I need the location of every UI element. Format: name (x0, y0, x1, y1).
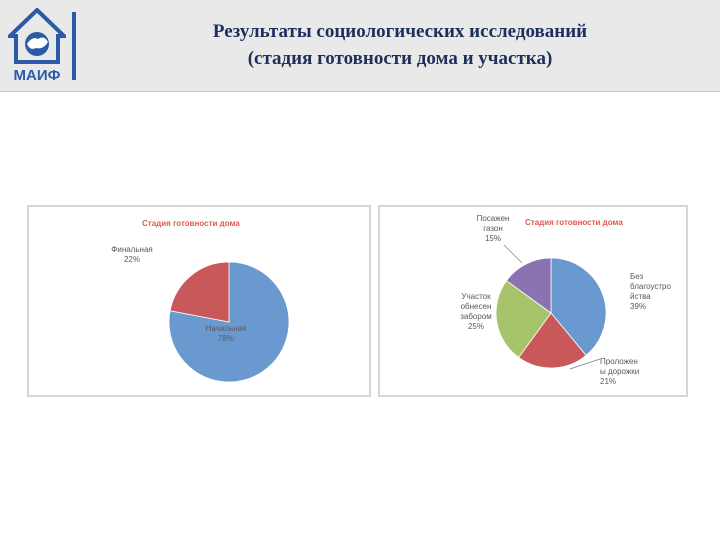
pie-chart-2 (380, 207, 686, 395)
slide-header (0, 0, 720, 92)
chart-house-readiness (27, 205, 371, 397)
logo-divider (72, 12, 76, 80)
chart-title: Стадия готовности дома (525, 218, 623, 227)
pie-chart-1 (29, 207, 369, 395)
title-line-1: Результаты социологических исследований (212, 21, 588, 42)
chart-title: Стадия готовности дома (142, 219, 240, 228)
chart-plot-readiness (378, 205, 688, 397)
leader-line (504, 245, 522, 263)
slice-label: Посажен газон 15% (476, 214, 510, 243)
page-title (110, 18, 690, 72)
logo-text: МАИФ (13, 67, 61, 84)
slice-label: Проложен ы дорожки 21% (600, 357, 640, 386)
slice-label: Без благоустро йства 39% (630, 272, 671, 311)
slice-label: Начальная 78% (205, 324, 247, 343)
maif-logo (8, 8, 66, 84)
slice-label: Участок обнесен забором 25% (460, 292, 492, 331)
slice-label: Финальная 22% (111, 245, 153, 264)
title-line-2: (стадия готовности дома и участка) (247, 48, 553, 69)
